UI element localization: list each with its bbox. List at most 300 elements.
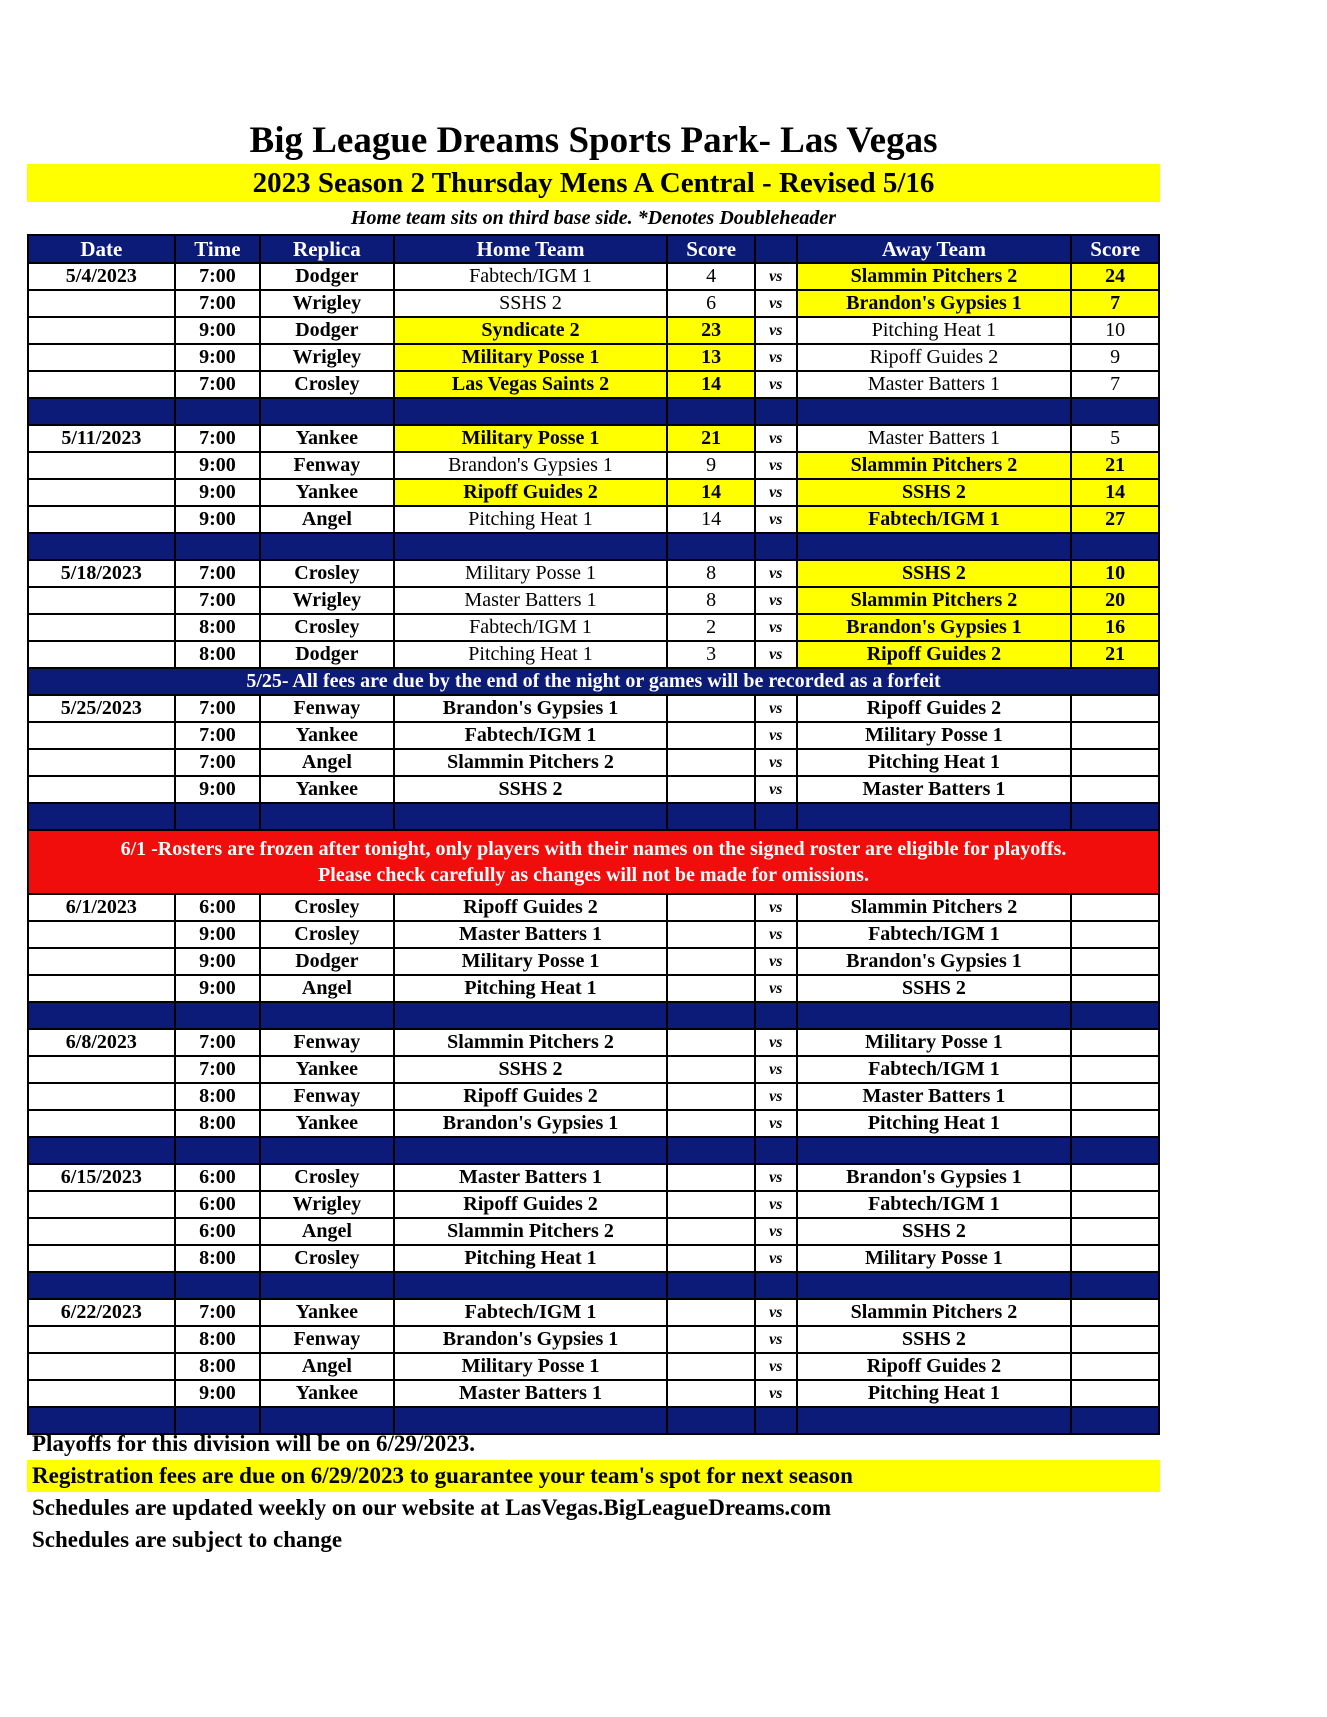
separator-cell — [797, 1272, 1072, 1299]
home-team: Slammin Pitchers 2 — [394, 1218, 668, 1245]
game-time: 7:00 — [175, 425, 260, 452]
game-row — [28, 695, 1159, 722]
game-row — [28, 1299, 1159, 1326]
home-team: Syndicate 2 — [394, 317, 668, 344]
game-field: Angel — [260, 749, 394, 776]
separator-cell — [394, 803, 668, 830]
away-team: SSHS 2 — [797, 560, 1072, 587]
home-team: Master Batters 1 — [394, 587, 668, 614]
game-field: Wrigley — [260, 344, 394, 371]
game-row — [28, 263, 1159, 290]
game-field: Angel — [260, 1353, 394, 1380]
game-time: 7:00 — [175, 1056, 260, 1083]
column-header-home-team: Home Team — [394, 235, 668, 263]
vs-label: vs — [755, 614, 797, 641]
away-team: Ripoff Guides 2 — [797, 695, 1072, 722]
registration-note: Registration fees are due on 6/29/2023 to guarantee your team's spot for next season — [27, 1460, 1160, 1492]
away-score — [1071, 1299, 1159, 1326]
game-row — [28, 1056, 1159, 1083]
game-field: Angel — [260, 506, 394, 533]
home-score — [667, 1029, 755, 1056]
vs-label: vs — [755, 948, 797, 975]
game-row — [28, 290, 1159, 317]
vs-label: vs — [755, 587, 797, 614]
vs-label: vs — [755, 371, 797, 398]
home-score — [667, 1164, 755, 1191]
game-date — [28, 1380, 175, 1407]
separator-cell — [1071, 1002, 1159, 1029]
home-team: Las Vegas Saints 2 — [394, 371, 668, 398]
website-note: Schedules are updated weekly on our website at LasVegas.BigLeagueDreams.com — [32, 1495, 832, 1520]
game-date — [28, 1110, 175, 1137]
game-row — [28, 722, 1159, 749]
game-date — [28, 641, 175, 668]
home-team: Military Posse 1 — [394, 344, 668, 371]
page-title: Big League Dreams Sports Park- Las Vegas — [249, 120, 938, 161]
game-date — [28, 317, 175, 344]
separator-cell — [175, 1272, 260, 1299]
separator-cell — [28, 1272, 175, 1299]
away-team: Slammin Pitchers 2 — [797, 1299, 1072, 1326]
away-score — [1071, 1353, 1159, 1380]
game-date: 6/22/2023 — [28, 1299, 175, 1326]
vs-label: vs — [755, 641, 797, 668]
away-team: Brandon's Gypsies 1 — [797, 1164, 1072, 1191]
home-team: Pitching Heat 1 — [394, 641, 668, 668]
separator-cell — [755, 1002, 797, 1029]
game-row — [28, 1029, 1159, 1056]
home-score — [667, 1245, 755, 1272]
game-row — [28, 1326, 1159, 1353]
game-time: 9:00 — [175, 776, 260, 803]
vs-label: vs — [755, 1056, 797, 1083]
game-field: Yankee — [260, 1056, 394, 1083]
home-team: Fabtech/IGM 1 — [394, 614, 668, 641]
vs-label: vs — [755, 344, 797, 371]
vs-label: vs — [755, 894, 797, 921]
game-row — [28, 506, 1159, 533]
vs-label: vs — [755, 317, 797, 344]
home-score — [667, 975, 755, 1002]
away-score: 7 — [1071, 371, 1159, 398]
separator-cell — [755, 533, 797, 560]
game-date — [28, 614, 175, 641]
away-score — [1071, 1218, 1159, 1245]
separator-cell — [667, 533, 755, 560]
game-time: 9:00 — [175, 317, 260, 344]
game-date — [28, 975, 175, 1002]
game-date — [28, 921, 175, 948]
game-row — [28, 452, 1159, 479]
separator-cell — [175, 533, 260, 560]
column-header-replica: Replica — [260, 235, 394, 263]
game-time: 8:00 — [175, 1083, 260, 1110]
separator-cell — [28, 803, 175, 830]
home-score: 21 — [667, 425, 755, 452]
separator-cell — [755, 398, 797, 425]
separator-row — [28, 398, 1159, 425]
vs-label: vs — [755, 1164, 797, 1191]
home-team: Ripoff Guides 2 — [394, 1191, 668, 1218]
home-team: Military Posse 1 — [394, 1353, 668, 1380]
separator-cell — [175, 803, 260, 830]
column-header-away-score: Score — [1071, 235, 1159, 263]
game-row — [28, 425, 1159, 452]
schedule-table — [27, 234, 1160, 1435]
separator-cell — [667, 1272, 755, 1299]
home-team: Pitching Heat 1 — [394, 506, 668, 533]
away-team: SSHS 2 — [797, 479, 1072, 506]
separator-cell — [394, 398, 668, 425]
vs-label: vs — [755, 263, 797, 290]
game-time: 7:00 — [175, 695, 260, 722]
home-score: 2 — [667, 614, 755, 641]
separator-row — [28, 1002, 1159, 1029]
home-score — [667, 1299, 755, 1326]
game-field: Dodger — [260, 641, 394, 668]
game-time: 7:00 — [175, 371, 260, 398]
notice-row — [28, 668, 1159, 695]
away-team: SSHS 2 — [797, 1326, 1072, 1353]
game-row — [28, 1110, 1159, 1137]
home-score: 3 — [667, 641, 755, 668]
game-time: 6:00 — [175, 1191, 260, 1218]
separator-cell — [260, 533, 394, 560]
away-score — [1071, 722, 1159, 749]
home-score: 8 — [667, 587, 755, 614]
away-team: SSHS 2 — [797, 1218, 1072, 1245]
game-time: 9:00 — [175, 452, 260, 479]
away-score — [1071, 975, 1159, 1002]
game-time: 9:00 — [175, 1380, 260, 1407]
game-time: 6:00 — [175, 894, 260, 921]
game-date — [28, 587, 175, 614]
home-score — [667, 749, 755, 776]
vs-label: vs — [755, 506, 797, 533]
notice-text: 5/25- All fees are due by the end of the night or games will be recorded as a forfeit — [28, 668, 1159, 695]
game-time: 6:00 — [175, 1218, 260, 1245]
away-team: Master Batters 1 — [797, 776, 1072, 803]
separator-cell — [1071, 398, 1159, 425]
game-date — [28, 1083, 175, 1110]
playoffs-note: Playoffs for this division will be on 6/29/2023. — [32, 1431, 476, 1456]
away-score — [1071, 1110, 1159, 1137]
separator-cell — [1071, 533, 1159, 560]
home-team: Master Batters 1 — [394, 1164, 668, 1191]
home-team: Brandon's Gypsies 1 — [394, 695, 668, 722]
game-row — [28, 776, 1159, 803]
game-field: Crosley — [260, 614, 394, 641]
away-team: Fabtech/IGM 1 — [797, 1191, 1072, 1218]
separator-cell — [260, 1272, 394, 1299]
game-time: 9:00 — [175, 506, 260, 533]
home-team: Fabtech/IGM 1 — [394, 1299, 668, 1326]
home-team: SSHS 2 — [394, 776, 668, 803]
game-field: Fenway — [260, 1326, 394, 1353]
separator-cell — [260, 398, 394, 425]
game-time: 7:00 — [175, 587, 260, 614]
separator-cell — [755, 803, 797, 830]
away-score: 21 — [1071, 641, 1159, 668]
vs-label: vs — [755, 479, 797, 506]
vs-label: vs — [755, 1110, 797, 1137]
away-score: 20 — [1071, 587, 1159, 614]
roster-alert — [28, 830, 1159, 894]
vs-label: vs — [755, 722, 797, 749]
home-score — [667, 695, 755, 722]
home-team: SSHS 2 — [394, 290, 668, 317]
away-team: Military Posse 1 — [797, 1245, 1072, 1272]
game-field: Wrigley — [260, 587, 394, 614]
game-field: Dodger — [260, 263, 394, 290]
away-score — [1071, 1380, 1159, 1407]
home-score — [667, 1083, 755, 1110]
home-team: Military Posse 1 — [394, 948, 668, 975]
game-time: 7:00 — [175, 560, 260, 587]
separator-row — [28, 1137, 1159, 1164]
separator-cell — [260, 1137, 394, 1164]
separator-cell — [394, 533, 668, 560]
home-team: Brandon's Gypsies 1 — [394, 1326, 668, 1353]
game-date — [28, 1218, 175, 1245]
separator-row — [28, 533, 1159, 560]
away-score: 10 — [1071, 560, 1159, 587]
game-field: Yankee — [260, 1299, 394, 1326]
away-team: Master Batters 1 — [797, 425, 1072, 452]
home-team: Military Posse 1 — [394, 560, 668, 587]
game-field: Crosley — [260, 371, 394, 398]
separator-cell — [260, 803, 394, 830]
home-score: 8 — [667, 560, 755, 587]
vs-label: vs — [755, 1029, 797, 1056]
away-team: Master Batters 1 — [797, 371, 1072, 398]
home-team: Master Batters 1 — [394, 1380, 668, 1407]
away-score: 10 — [1071, 317, 1159, 344]
game-field: Crosley — [260, 1245, 394, 1272]
game-date — [28, 1353, 175, 1380]
game-date: 5/18/2023 — [28, 560, 175, 587]
home-score — [667, 1056, 755, 1083]
game-row — [28, 1191, 1159, 1218]
home-team: SSHS 2 — [394, 1056, 668, 1083]
away-team: Fabtech/IGM 1 — [797, 921, 1072, 948]
separator-cell — [755, 1272, 797, 1299]
vs-label: vs — [755, 921, 797, 948]
game-date — [28, 290, 175, 317]
home-score: 23 — [667, 317, 755, 344]
game-row — [28, 317, 1159, 344]
game-date — [28, 776, 175, 803]
home-score: 14 — [667, 479, 755, 506]
away-team: Slammin Pitchers 2 — [797, 452, 1072, 479]
away-score: 27 — [1071, 506, 1159, 533]
home-team: Ripoff Guides 2 — [394, 1083, 668, 1110]
game-date — [28, 1056, 175, 1083]
game-field: Crosley — [260, 1164, 394, 1191]
vs-label: vs — [755, 1191, 797, 1218]
game-time: 8:00 — [175, 614, 260, 641]
game-date — [28, 371, 175, 398]
game-date: 6/8/2023 — [28, 1029, 175, 1056]
away-score — [1071, 1029, 1159, 1056]
game-time: 8:00 — [175, 1353, 260, 1380]
game-field: Yankee — [260, 479, 394, 506]
home-score — [667, 1218, 755, 1245]
home-team-note: Home team sits on third base side. *Denotes Doubleheader — [351, 207, 836, 229]
game-row — [28, 1164, 1159, 1191]
game-date: 5/4/2023 — [28, 263, 175, 290]
game-date — [28, 1245, 175, 1272]
game-row — [28, 894, 1159, 921]
home-score — [667, 894, 755, 921]
separator-cell — [1071, 803, 1159, 830]
away-score — [1071, 1083, 1159, 1110]
game-field: Fenway — [260, 1083, 394, 1110]
away-score: 14 — [1071, 479, 1159, 506]
game-date: 6/1/2023 — [28, 894, 175, 921]
subject-to-change-note: Schedules are subject to change — [32, 1527, 343, 1552]
vs-label: vs — [755, 290, 797, 317]
game-row — [28, 1218, 1159, 1245]
away-score — [1071, 948, 1159, 975]
home-score — [667, 1110, 755, 1137]
separator-cell — [175, 398, 260, 425]
home-team: Ripoff Guides 2 — [394, 479, 668, 506]
home-score — [667, 722, 755, 749]
home-score — [667, 1326, 755, 1353]
game-time: 7:00 — [175, 1029, 260, 1056]
separator-cell — [797, 398, 1072, 425]
game-date — [28, 948, 175, 975]
game-date — [28, 749, 175, 776]
vs-label: vs — [755, 1353, 797, 1380]
game-field: Angel — [260, 1218, 394, 1245]
game-row — [28, 921, 1159, 948]
game-row — [28, 975, 1159, 1002]
home-team: Pitching Heat 1 — [394, 975, 668, 1002]
away-team: Ripoff Guides 2 — [797, 641, 1072, 668]
home-score: 14 — [667, 506, 755, 533]
game-row — [28, 560, 1159, 587]
home-score: 9 — [667, 452, 755, 479]
away-team: Brandon's Gypsies 1 — [797, 948, 1072, 975]
home-team: Military Posse 1 — [394, 425, 668, 452]
away-team: Master Batters 1 — [797, 1083, 1072, 1110]
game-field: Yankee — [260, 1380, 394, 1407]
vs-label: vs — [755, 425, 797, 452]
vs-label: vs — [755, 1218, 797, 1245]
roster-alert-row — [28, 830, 1159, 894]
vs-label: vs — [755, 1245, 797, 1272]
home-score: 13 — [667, 344, 755, 371]
away-score: 5 — [1071, 425, 1159, 452]
home-team: Slammin Pitchers 2 — [394, 1029, 668, 1056]
away-score — [1071, 894, 1159, 921]
separator-cell — [28, 1002, 175, 1029]
table-header-row — [28, 235, 1159, 263]
home-team: Ripoff Guides 2 — [394, 894, 668, 921]
game-time: 7:00 — [175, 290, 260, 317]
away-team: Military Posse 1 — [797, 1029, 1072, 1056]
away-score — [1071, 1245, 1159, 1272]
game-row — [28, 1083, 1159, 1110]
schedule-body — [28, 263, 1159, 1434]
game-field: Angel — [260, 975, 394, 1002]
separator-cell — [394, 1002, 668, 1029]
home-team: Brandon's Gypsies 1 — [394, 1110, 668, 1137]
away-team: Fabtech/IGM 1 — [797, 506, 1072, 533]
game-field: Crosley — [260, 921, 394, 948]
home-score — [667, 948, 755, 975]
vs-label: vs — [755, 749, 797, 776]
game-field: Yankee — [260, 776, 394, 803]
game-date: 5/25/2023 — [28, 695, 175, 722]
away-team: Ripoff Guides 2 — [797, 1353, 1072, 1380]
separator-cell — [28, 398, 175, 425]
away-team: Pitching Heat 1 — [797, 1110, 1072, 1137]
game-field: Dodger — [260, 948, 394, 975]
away-score — [1071, 776, 1159, 803]
separator-cell — [175, 1002, 260, 1029]
separator-cell — [1071, 1272, 1159, 1299]
column-header-away-team: Away Team — [797, 235, 1072, 263]
game-time: 6:00 — [175, 1164, 260, 1191]
separator-cell — [797, 533, 1072, 560]
game-row — [28, 344, 1159, 371]
game-time: 9:00 — [175, 948, 260, 975]
game-date: 5/11/2023 — [28, 425, 175, 452]
game-date — [28, 479, 175, 506]
away-team: Ripoff Guides 2 — [797, 344, 1072, 371]
away-score — [1071, 1056, 1159, 1083]
game-time: 9:00 — [175, 344, 260, 371]
season-subtitle: 2023 Season 2 Thursday Mens A Central - Revised 5/16 — [27, 164, 1160, 202]
game-field: Wrigley — [260, 290, 394, 317]
roster-alert-line1: 6/1 -Rosters are frozen after tonight, only players with their names on the signed roster are eligible for playoffs. — [120, 838, 1067, 860]
game-date — [28, 1191, 175, 1218]
vs-label: vs — [755, 1083, 797, 1110]
game-row — [28, 1380, 1159, 1407]
game-date — [28, 506, 175, 533]
vs-label: vs — [755, 776, 797, 803]
separator-cell — [667, 398, 755, 425]
vs-label: vs — [755, 1326, 797, 1353]
separator-row — [28, 803, 1159, 830]
separator-cell — [667, 803, 755, 830]
home-team: Slammin Pitchers 2 — [394, 749, 668, 776]
away-team: Brandon's Gypsies 1 — [797, 290, 1072, 317]
game-row — [28, 749, 1159, 776]
separator-cell — [28, 1137, 175, 1164]
game-time: 7:00 — [175, 263, 260, 290]
vs-label: vs — [755, 452, 797, 479]
separator-cell — [394, 1272, 668, 1299]
game-field: Wrigley — [260, 1191, 394, 1218]
game-row — [28, 371, 1159, 398]
vs-label: vs — [755, 1380, 797, 1407]
home-team: Master Batters 1 — [394, 921, 668, 948]
separator-cell — [667, 1002, 755, 1029]
footer-notes — [27, 1428, 1160, 1556]
game-time: 9:00 — [175, 479, 260, 506]
away-team: Military Posse 1 — [797, 722, 1072, 749]
away-team: Slammin Pitchers 2 — [797, 894, 1072, 921]
column-header-home-score: Score — [667, 235, 755, 263]
game-row — [28, 641, 1159, 668]
home-score: 6 — [667, 290, 755, 317]
separator-cell — [394, 1137, 668, 1164]
game-row — [28, 948, 1159, 975]
